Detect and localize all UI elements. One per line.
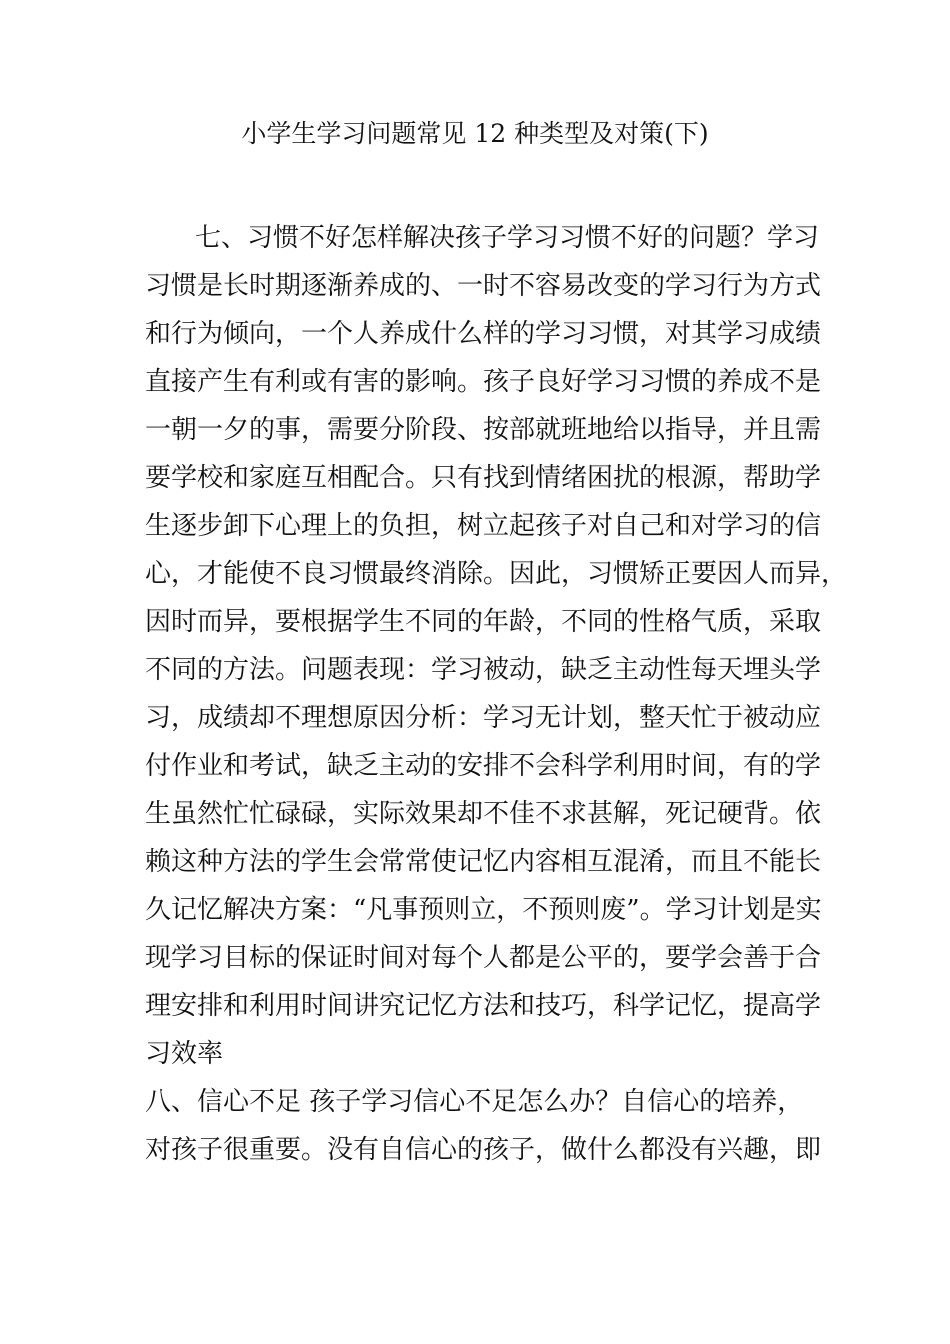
body-line: 因时而异，要根据学生不同的年龄，不同的性格气质，采取: [145, 607, 822, 637]
body-line: 不同的方法。问题表现：学习被动，缺乏主动性每天埋头学: [145, 655, 822, 685]
body-line: 久记忆解决方案：“凡事预则立，不预则废”。学习计划是实: [145, 895, 822, 925]
body-line: 一朝一夕的事，需要分阶段、按部就班地给以指导，并且需: [145, 415, 822, 445]
body-line: 理安排和利用时间讲究记忆方法和技巧，科学记忆，提高学: [145, 991, 822, 1021]
body-line: 习，成绩却不理想原因分析：学习无计划，整天忙于被动应: [145, 703, 822, 733]
body-line: 习惯是长时期逐渐养成的、一时不容易改变的学习行为方式: [145, 271, 822, 301]
body-line: 七、习惯不好怎样解决孩子学习习惯不好的问题？学习: [195, 223, 820, 253]
body-line: 八、信心不足 孩子学习信心不足怎么办？自信心的培养，: [145, 1087, 804, 1117]
body-line: 要学校和家庭互相配合。只有找到情绪困扰的根源，帮助学: [145, 463, 822, 493]
document-title: 小学生学习问题常见 12 种类型及对策(下): [241, 119, 709, 148]
body-line: 直接产生有利或有害的影响。孩子良好学习习惯的养成不是: [145, 367, 822, 397]
body-line: 现学习目标的保证时间对每个人都是公平的，要学会善于合: [145, 943, 822, 973]
body-line: 习效率: [145, 1039, 224, 1069]
body-line: 付作业和考试，缺乏主动的安排不会科学利用时间，有的学: [145, 751, 822, 781]
body-line: 和行为倾向，一个人养成什么样的学习习惯，对其学习成绩: [145, 319, 822, 349]
body-line: 心，才能使不良习惯最终消除。因此，习惯矫正要因人而异，: [145, 559, 848, 589]
body-line: 对孩子很重要。没有自信心的孩子，做什么都没有兴趣，即: [145, 1135, 822, 1165]
body-line: 赖这种方法的学生会常常使记忆内容相互混淆，而且不能长: [145, 847, 822, 877]
body-line: 生逐步卸下心理上的负担，树立起孩子对自己和对学习的信: [145, 511, 822, 541]
body-line: 生虽然忙忙碌碌，实际效果却不佳不求甚解，死记硬背。依: [145, 799, 822, 829]
